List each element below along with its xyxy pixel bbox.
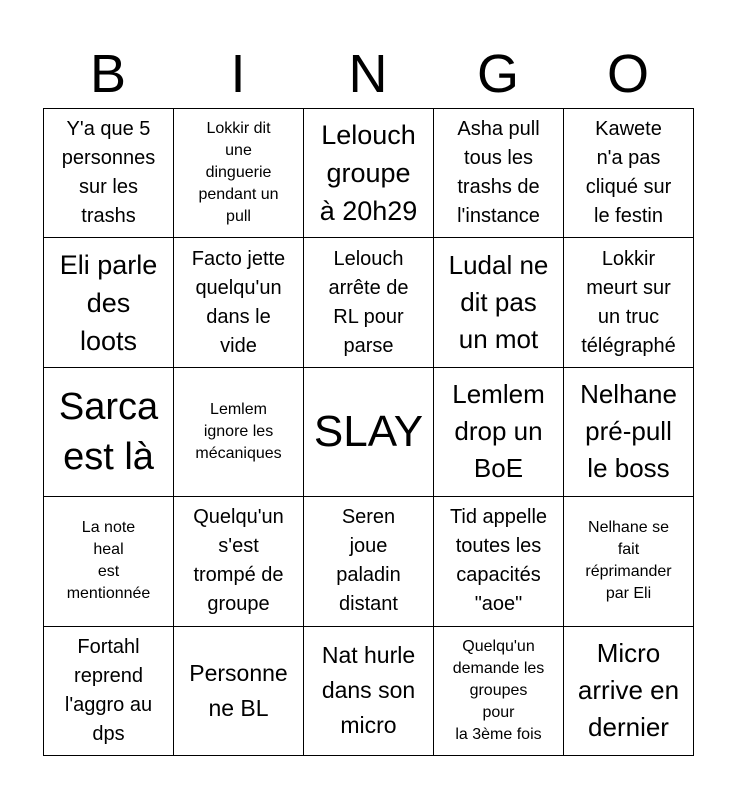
header-letter-n: N	[348, 44, 388, 104]
bingo-cell[interactable]: Eli parle des loots	[44, 238, 174, 367]
bingo-cell[interactable]: Kawete n'a pas cliqué sur le festin	[564, 109, 694, 238]
bingo-cell[interactable]: Tid appelle toutes les capacités "aoe"	[434, 497, 564, 626]
bingo-cell[interactable]: Personne ne BL	[174, 626, 304, 755]
bingo-cell[interactable]: Y'a que 5 personnes sur les trashs	[44, 109, 174, 238]
bingo-cell[interactable]: Sarca est là	[44, 367, 174, 496]
bingo-row	[44, 238, 694, 367]
bingo-cell[interactable]: Fortahl reprend l'aggro au dps	[44, 626, 174, 755]
bingo-grid	[43, 108, 694, 756]
bingo-row	[44, 626, 694, 755]
bingo-cell[interactable]: Micro arrive en dernier	[564, 626, 694, 755]
bingo-cell[interactable]: Quelqu'un demande les groupes pour la 3ème fois	[434, 626, 564, 755]
bingo-cell[interactable]: Facto jette quelqu'un dans le vide	[174, 238, 304, 367]
bingo-cell[interactable]: Lemlem ignore les mécaniques	[174, 367, 304, 496]
header-letter-o: O	[606, 44, 649, 104]
bingo-cell[interactable]: Lokkir dit une dinguerie pendant un pull	[174, 109, 304, 238]
bingo-cell[interactable]: Nelhane se fait réprimander par Eli	[564, 497, 694, 626]
bingo-cell[interactable]: Lelouch groupe à 20h29	[304, 109, 434, 238]
bingo-cell-free[interactable]: SLAY	[304, 367, 434, 496]
bingo-cell[interactable]: Nat hurle dans son micro	[304, 626, 434, 755]
bingo-header	[43, 40, 693, 108]
bingo-cell[interactable]: Quelqu'un s'est trompé de groupe	[174, 497, 304, 626]
bingo-cell[interactable]: Lelouch arrête de RL pour parse	[304, 238, 434, 367]
header-letter-g: G	[476, 44, 519, 104]
bingo-row	[44, 367, 694, 496]
bingo-cell[interactable]: Asha pull tous les trashs de l'instance	[434, 109, 564, 238]
header-letter-b: B	[89, 44, 127, 104]
bingo-row	[44, 109, 694, 238]
bingo-cell[interactable]: Lemlem drop un BoE	[434, 367, 564, 496]
bingo-cell[interactable]: Ludal ne dit pas un mot	[434, 238, 564, 367]
bingo-row	[44, 497, 694, 626]
bingo-cell[interactable]: Nelhane pré-pull le boss	[564, 367, 694, 496]
header-letter-i: I	[230, 44, 246, 104]
bingo-cell[interactable]: La note heal est mentionnée	[44, 497, 174, 626]
bingo-cell[interactable]: Seren joue paladin distant	[304, 497, 434, 626]
bingo-cell[interactable]: Lokkir meurt sur un truc télégraphé	[564, 238, 694, 367]
